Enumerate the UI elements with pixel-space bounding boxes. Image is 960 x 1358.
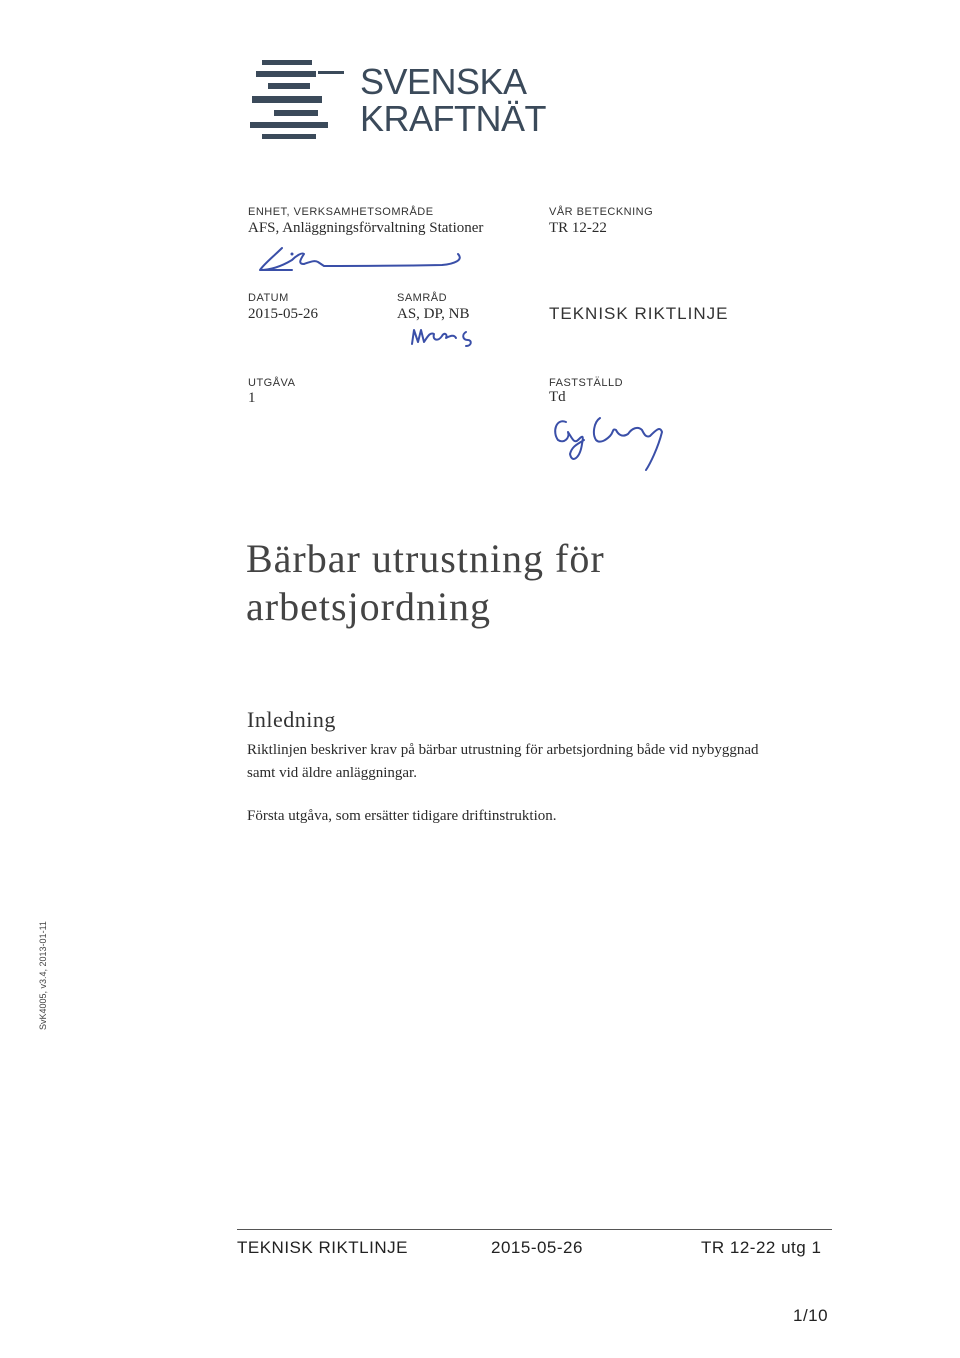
approved-value: Td: [549, 389, 566, 405]
logo-stripes-icon: [248, 58, 348, 148]
footer-ref: TR 12-22 utg 1: [701, 1238, 822, 1257]
date-value: 2015-05-26: [248, 306, 318, 322]
edition-label: UTGÅVA: [248, 377, 296, 389]
date-label: DATUM: [248, 292, 289, 304]
consult-label: SAMRÅD: [397, 292, 448, 304]
page-number: 1/10: [793, 1306, 829, 1325]
ref-value: TR 12-22: [549, 220, 607, 236]
paragraph-2: Första utgåva, som ersätter tidigare driftinstruktion.: [247, 808, 557, 824]
ref-label: VÅR BETECKNING: [549, 206, 654, 218]
unit-label: ENHET, VERKSAMHETSOMRÅDE: [248, 206, 434, 218]
logo-wordmark-line2: KRAFTNÄT: [360, 98, 547, 139]
logo-wordmark-line1: SVENSKA: [360, 61, 527, 102]
paragraph-1-line-2: samt vid äldre anläggningar.: [247, 765, 417, 781]
section-heading: Inledning: [247, 707, 336, 732]
footer-rule: [237, 1229, 832, 1230]
approved-label: FASTSTÄLLD: [549, 377, 624, 389]
signature-approved: [538, 392, 678, 482]
signature-consult: [408, 322, 488, 350]
side-form-code: SvK4005, v3.4, 2013-01-11: [38, 921, 48, 1030]
footer-doc-type: TEKNISK RIKTLINJE: [237, 1238, 408, 1257]
document-title-line2: arbetsjordning: [246, 584, 492, 629]
doc-type-heading: TEKNISK RIKTLINJE: [549, 304, 729, 323]
logo: [248, 58, 548, 148]
consult-value: AS, DP, NB: [397, 306, 470, 322]
paragraph-1-line-1: Riktlinjen beskriver krav på bärbar utrustning för arbetsjordning både vid nybyggnad: [247, 742, 759, 758]
footer-date: 2015-05-26: [491, 1238, 583, 1257]
unit-value: AFS, Anläggningsförvaltning Stationer: [248, 220, 484, 236]
document-title-line1: Bärbar utrustning för: [246, 536, 605, 581]
signature-unit: [252, 240, 482, 280]
edition-value: 1: [248, 390, 256, 406]
